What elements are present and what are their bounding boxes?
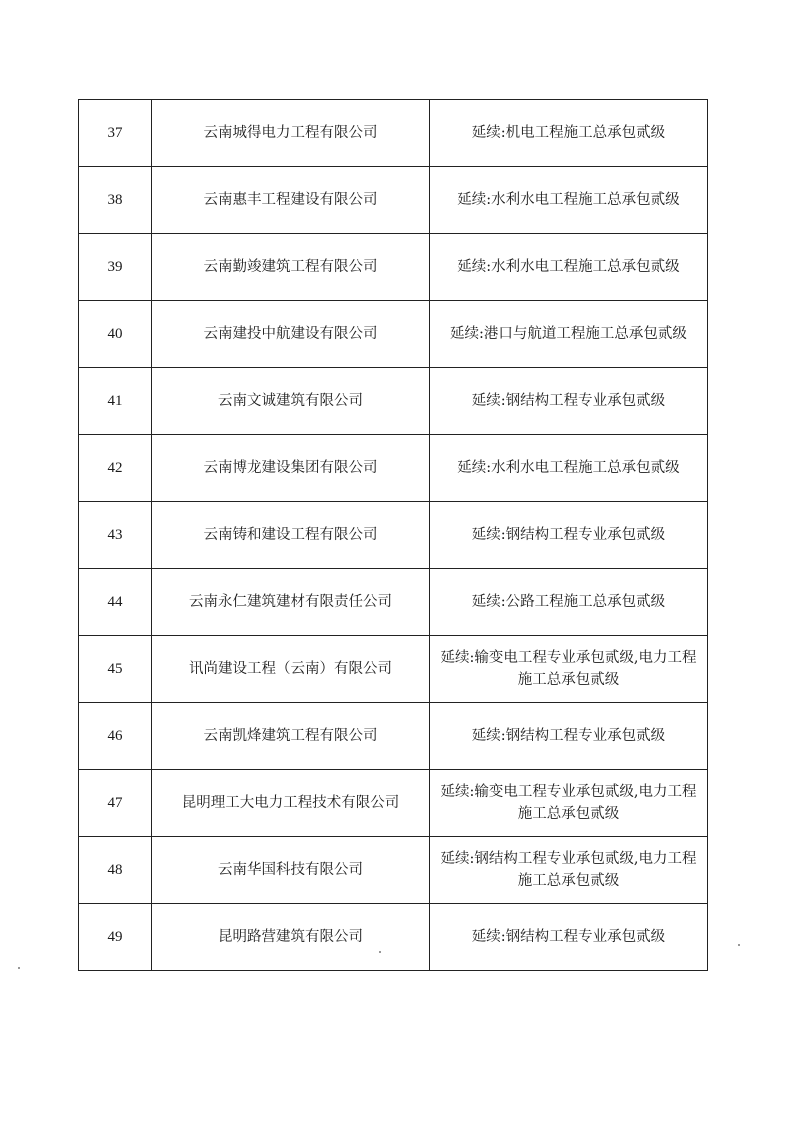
company-name: 昆明理工大电力工程技术有限公司	[152, 770, 430, 837]
row-number: 41	[79, 368, 152, 435]
table-row	[79, 435, 708, 502]
qualification-item: 延续:公路工程施工总承包贰级	[430, 569, 708, 636]
row-number: 39	[79, 234, 152, 301]
row-number: 40	[79, 301, 152, 368]
qualification-table	[78, 99, 708, 971]
row-number: 42	[79, 435, 152, 502]
row-number: 44	[79, 569, 152, 636]
company-name: 讯尚建设工程（云南）有限公司	[152, 636, 430, 703]
qualification-item: 延续:机电工程施工总承包贰级	[430, 100, 708, 167]
company-name: 云南文诚建筑有限公司	[152, 368, 430, 435]
row-number: 37	[79, 100, 152, 167]
company-name: 云南永仁建筑建材有限责任公司	[152, 569, 430, 636]
company-name: 云南勤竣建筑工程有限公司	[152, 234, 430, 301]
row-number: 47	[79, 770, 152, 837]
qualification-item: 延续:钢结构工程专业承包贰级,电力工程施工总承包贰级	[430, 837, 708, 904]
company-name: 云南建投中航建设有限公司	[152, 301, 430, 368]
table-row	[79, 167, 708, 234]
qualification-item: 延续:钢结构工程专业承包贰级	[430, 502, 708, 569]
table-row	[79, 100, 708, 167]
table-row	[79, 569, 708, 636]
qualification-item: 延续:水利水电工程施工总承包贰级	[430, 167, 708, 234]
table-row	[79, 904, 708, 971]
qualification-item: 延续:钢结构工程专业承包贰级	[430, 703, 708, 770]
row-number: 49	[79, 904, 152, 971]
qualification-item: 延续:水利水电工程施工总承包贰级	[430, 234, 708, 301]
scan-speck	[379, 951, 381, 953]
table-row	[79, 837, 708, 904]
table-row	[79, 301, 708, 368]
qualification-item: 延续:输变电工程专业承包贰级,电力工程施工总承包贰级	[430, 770, 708, 837]
company-name: 云南凯烽建筑工程有限公司	[152, 703, 430, 770]
qualification-item: 延续:港口与航道工程施工总承包贰级	[430, 301, 708, 368]
qualification-item: 延续:水利水电工程施工总承包贰级	[430, 435, 708, 502]
row-number: 45	[79, 636, 152, 703]
table-row	[79, 368, 708, 435]
table-row	[79, 703, 708, 770]
row-number: 43	[79, 502, 152, 569]
table-row	[79, 636, 708, 703]
qualification-item: 延续:输变电工程专业承包贰级,电力工程施工总承包贰级	[430, 636, 708, 703]
company-name: 云南华国科技有限公司	[152, 837, 430, 904]
table-row	[79, 502, 708, 569]
table-row	[79, 770, 708, 837]
row-number: 48	[79, 837, 152, 904]
company-name: 云南博龙建设集团有限公司	[152, 435, 430, 502]
scan-speck	[18, 967, 20, 969]
scan-speck	[738, 944, 740, 946]
row-number: 38	[79, 167, 152, 234]
company-name: 云南铸和建设工程有限公司	[152, 502, 430, 569]
company-name: 云南惠丰工程建设有限公司	[152, 167, 430, 234]
qualification-table-container	[78, 99, 707, 971]
qualification-item: 延续:钢结构工程专业承包贰级	[430, 368, 708, 435]
row-number: 46	[79, 703, 152, 770]
qualification-item: 延续:钢结构工程专业承包贰级	[430, 904, 708, 971]
company-name: 云南城得电力工程有限公司	[152, 100, 430, 167]
table-row	[79, 234, 708, 301]
company-name: 昆明路营建筑有限公司	[152, 904, 430, 971]
